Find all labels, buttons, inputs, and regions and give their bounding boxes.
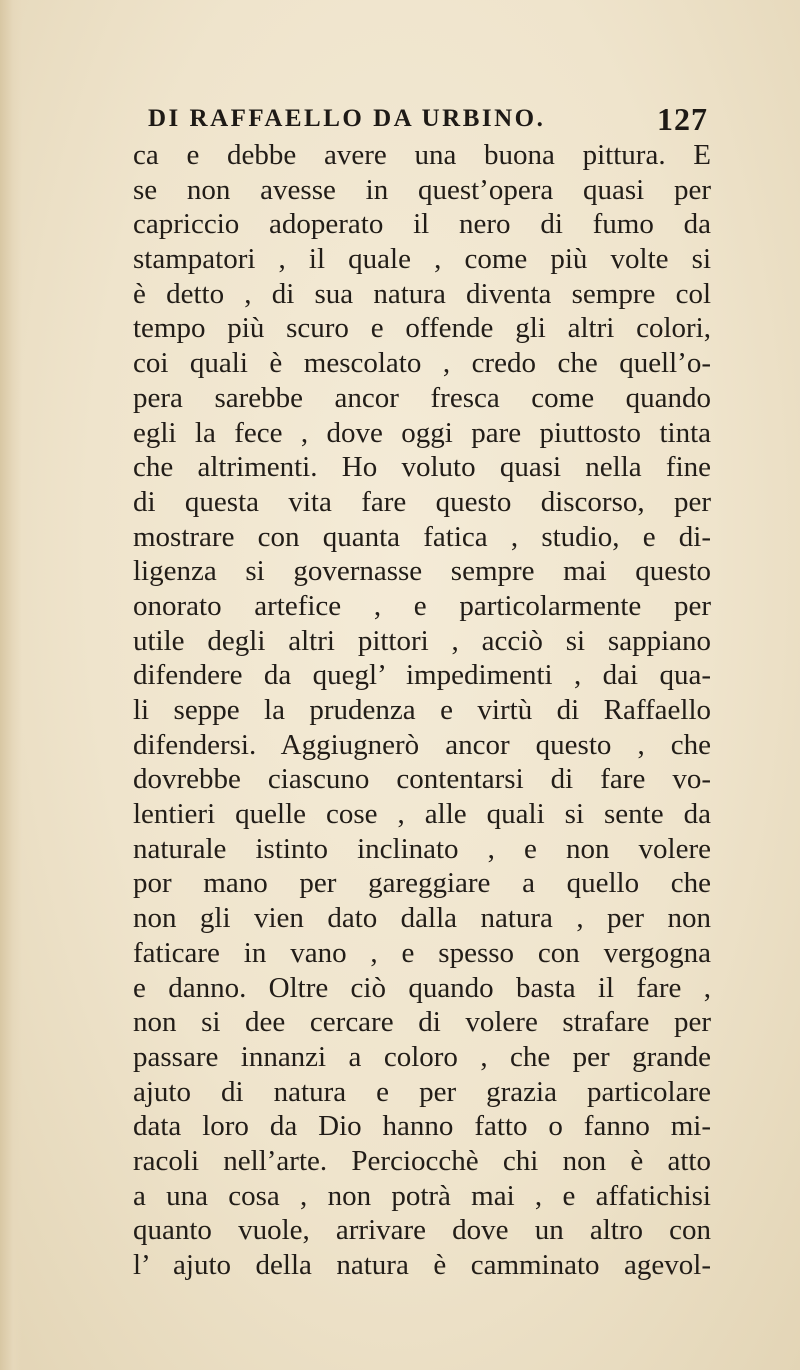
- text-line: onorato artefice , e particolarmente per: [133, 589, 711, 622]
- text-line: utile degli altri pittori , acciò si sappiano: [133, 624, 711, 657]
- page-number: 127: [657, 101, 708, 137]
- text-line: ca e debbe avere una buona pittura. E: [133, 139, 711, 171]
- text-line: faticare in vano , e spesso con vergogna: [133, 936, 711, 969]
- text-line: li seppe la prudenza e virtù di Raffaello: [133, 694, 711, 726]
- text-line: capriccio adoperato il nero di fumo da: [133, 208, 711, 241]
- text-line: coi quali è mescolato , credo che quell’o-: [133, 347, 711, 380]
- text-line: quanto vuole, arrivare dove un altro con: [133, 1214, 711, 1247]
- running-title: DI RAFFAELLO DA URBINO.: [148, 105, 546, 132]
- text-line: passare innanzi a coloro , che per grande: [133, 1040, 711, 1073]
- text-line: stampatori , il quale , come più volte si: [133, 243, 711, 276]
- text-line: pera sarebbe ancor fresca come quando: [133, 381, 711, 414]
- text-line: l’ ajuto della natura è camminato agevol-: [133, 1249, 711, 1281]
- text-line: che altrimenti. Ho voluto quasi nella fine: [133, 451, 711, 484]
- text-line: mostrare con quanta fatica , studio, e di-: [133, 520, 711, 553]
- text-line: lentieri quelle cose , alle quali si sente da: [133, 798, 711, 831]
- text-line: difendersi. Aggiugnerò ancor questo , che: [133, 728, 711, 761]
- text-line: non si dee cercare di volere strafare per: [133, 1006, 711, 1039]
- text-line: egli la fece , dove oggi pare piuttosto tinta: [133, 416, 711, 449]
- text-line: di questa vita fare questo discorso, per: [133, 485, 711, 518]
- text-line: è detto , di sua natura diventa sempre col: [133, 277, 711, 310]
- text-line: data loro da Dio hanno fatto o fanno mi-: [133, 1110, 711, 1143]
- text-line: tempo più scuro e offende gli altri colori,: [133, 312, 711, 345]
- text-line: e danno. Oltre ciò quando basta il fare ,: [133, 971, 711, 1004]
- text-line: difendere da quegl’ impedimenti , dai qua-: [133, 659, 711, 692]
- page-gutter-edge: [0, 0, 22, 1370]
- text-line: por mano per gareggiare a quello che: [133, 867, 711, 900]
- running-head: [148, 101, 708, 141]
- text-line: racoli nell’arte. Perciocchè chi non è atto: [133, 1144, 711, 1177]
- text-line: se non avesse in quest’opera quasi per: [133, 173, 711, 206]
- text-line: ligenza si governasse sempre mai questo: [133, 555, 711, 588]
- text-line: ajuto di natura e per grazia particolare: [133, 1075, 711, 1108]
- text-line: naturale istinto inclinato , e non volere: [133, 832, 711, 865]
- body-text: [133, 138, 711, 1283]
- text-line: a una cosa , non potrà mai , e affatichisi: [133, 1179, 711, 1212]
- text-line: dovrebbe ciascuno contentarsi di fare vo-: [133, 763, 711, 796]
- text-line: non gli vien dato dalla natura , per non: [133, 902, 711, 935]
